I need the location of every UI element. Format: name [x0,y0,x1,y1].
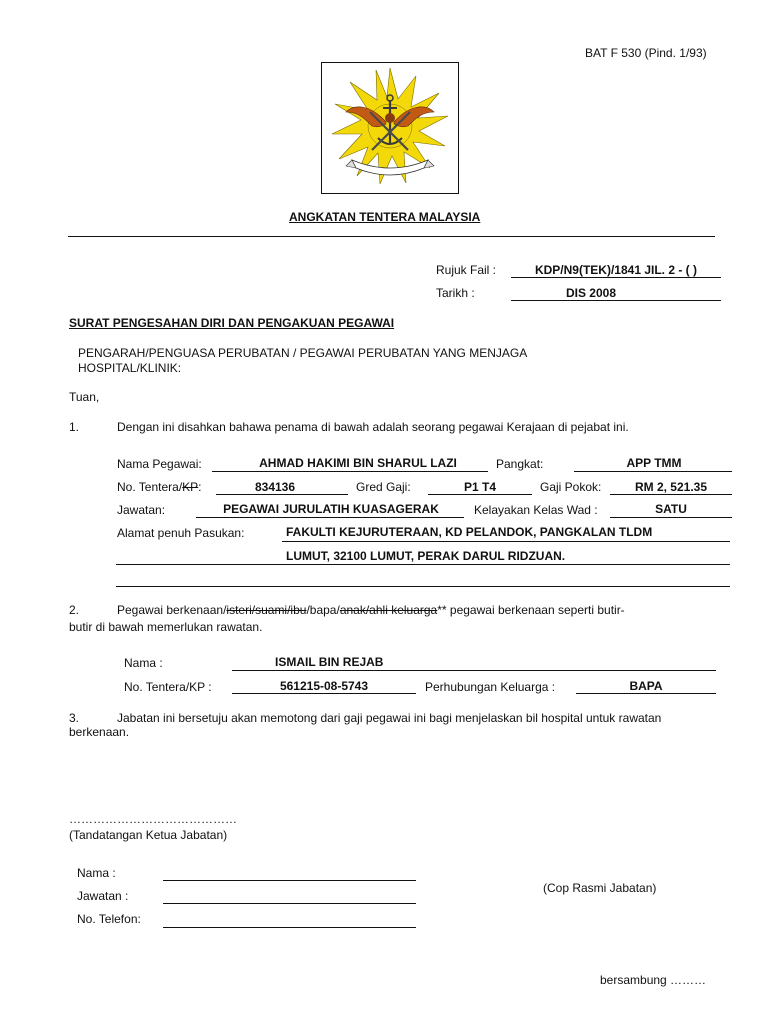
signature-caption: (Tandatangan Ketua Jabatan) [69,828,228,842]
head-phone-line [163,927,416,928]
para3-number: 3. [69,711,80,725]
file-ref-line [511,277,721,278]
patient-no-line [232,693,416,694]
salary-label: Gaji Pokok: [540,480,602,494]
salutation: Tuan, [69,390,100,404]
file-ref-value: KDP/N9(TEK)/1841 JIL. 2 - ( ) [534,263,698,277]
official-stamp-label: (Cop Rasmi Jabatan) [543,881,657,895]
para1-text: Dengan ini disahkan bahawa penama di bawah adalah seorang pegawai Kerajaan di pejabat ini. [117,420,629,434]
post-label: Jawatan: [117,503,166,517]
address-line-3-rule [116,586,730,587]
grade-value: P1 T4 [463,480,496,494]
officer-name-line [212,471,488,472]
patient-no-value: 561215-08-5743 [279,679,369,693]
date-value: DIS 2008 [565,286,617,300]
head-phone-label: No. Telefon: [77,912,141,926]
organization-title: ANGKATAN TENTERA MALAYSIA [289,210,481,224]
form-code: BAT F 530 (Pind. 1/93) [585,46,707,60]
para2-number: 2. [69,603,80,617]
grade-label: Gred Gaji: [356,480,411,494]
officer-name-value: AHMAD HAKIMI BIN SHARUL LAZI [259,456,457,470]
addressee-line-2: HOSPITAL/KLINIK: [78,361,182,375]
date-label: Tarikh : [436,286,475,300]
relation-line [576,693,716,694]
rank-label: Pangkat: [496,457,544,471]
address-line-1-rule [282,541,730,542]
salary-line [610,494,732,495]
letter-title: SURAT PENGESAHAN DIRI DAN PENGAKUAN PEGAWAI [69,316,395,330]
date-line [511,300,721,301]
patient-name-line [232,670,716,671]
addressee-line-1: PENGARAH/PENGUASA PERUBATAN / PEGAWAI PERUBATAN YANG MENJAGA [78,346,528,360]
para3-line1: Jabatan ini bersetuju akan memotong dari gaji pegawai ini bagi menjelaskan bil hospital untuk rawatan [117,711,662,725]
relation-label: Perhubungan Keluarga : [425,680,556,694]
para2-text: Pegawai berkenaan/isteri/suami/ibu/bapa/anak/ahli keluarga** pegawai berkenaan seperti butir- [117,603,625,617]
armed-forces-emblem [321,62,459,194]
ward-line [610,517,732,518]
head-post-label: Jawatan : [77,889,129,903]
signature-dots: …………………………………… [69,812,237,826]
officer-no-line [216,494,348,495]
address-label: Alamat penuh Pasukan: [117,526,245,540]
salary-value: RM 2, 521.35 [634,480,708,494]
para2-line2: butir di bawah memerlukan rawatan. [69,620,263,634]
relation-value: BAPA [629,679,663,693]
continued-note: bersambung ……… [600,973,707,987]
patient-name-value: ISMAIL BIN REJAB [275,655,384,669]
head-post-line [163,903,416,904]
rank-line [574,471,732,472]
para1-number: 1. [69,420,80,434]
ward-label: Kelayakan Kelas Wad : [474,503,598,517]
para3-line2: berkenaan. [69,725,130,739]
grade-line [428,494,532,495]
patient-name-label: Nama : [124,656,163,670]
file-ref-label: Rujuk Fail : [436,263,497,277]
address-line-1: FAKULTI KEJURUTERAAN, KD PELANDOK, PANGKALAN TLDM [286,525,653,539]
post-value: PEGAWAI JURULATIH KUASAGERAK [223,502,439,516]
address-line-2-rule [116,564,730,565]
officer-name-label: Nama Pegawai: [117,457,202,471]
head-name-line [163,880,416,881]
head-name-label: Nama : [77,866,116,880]
ward-value: SATU [655,502,687,516]
emblem-icon [322,63,458,193]
address-line-2: LUMUT, 32100 LUMUT, PERAK DARUL RIDZUAN. [286,549,566,563]
officer-no-value: 834136 [254,480,296,494]
header-divider [68,236,715,237]
rank-value: APP TMM [626,456,682,470]
post-line [196,517,464,518]
patient-no-label: No. Tentera/KP : [124,680,212,694]
officer-no-label: No. Tentera/KP: [117,480,202,494]
